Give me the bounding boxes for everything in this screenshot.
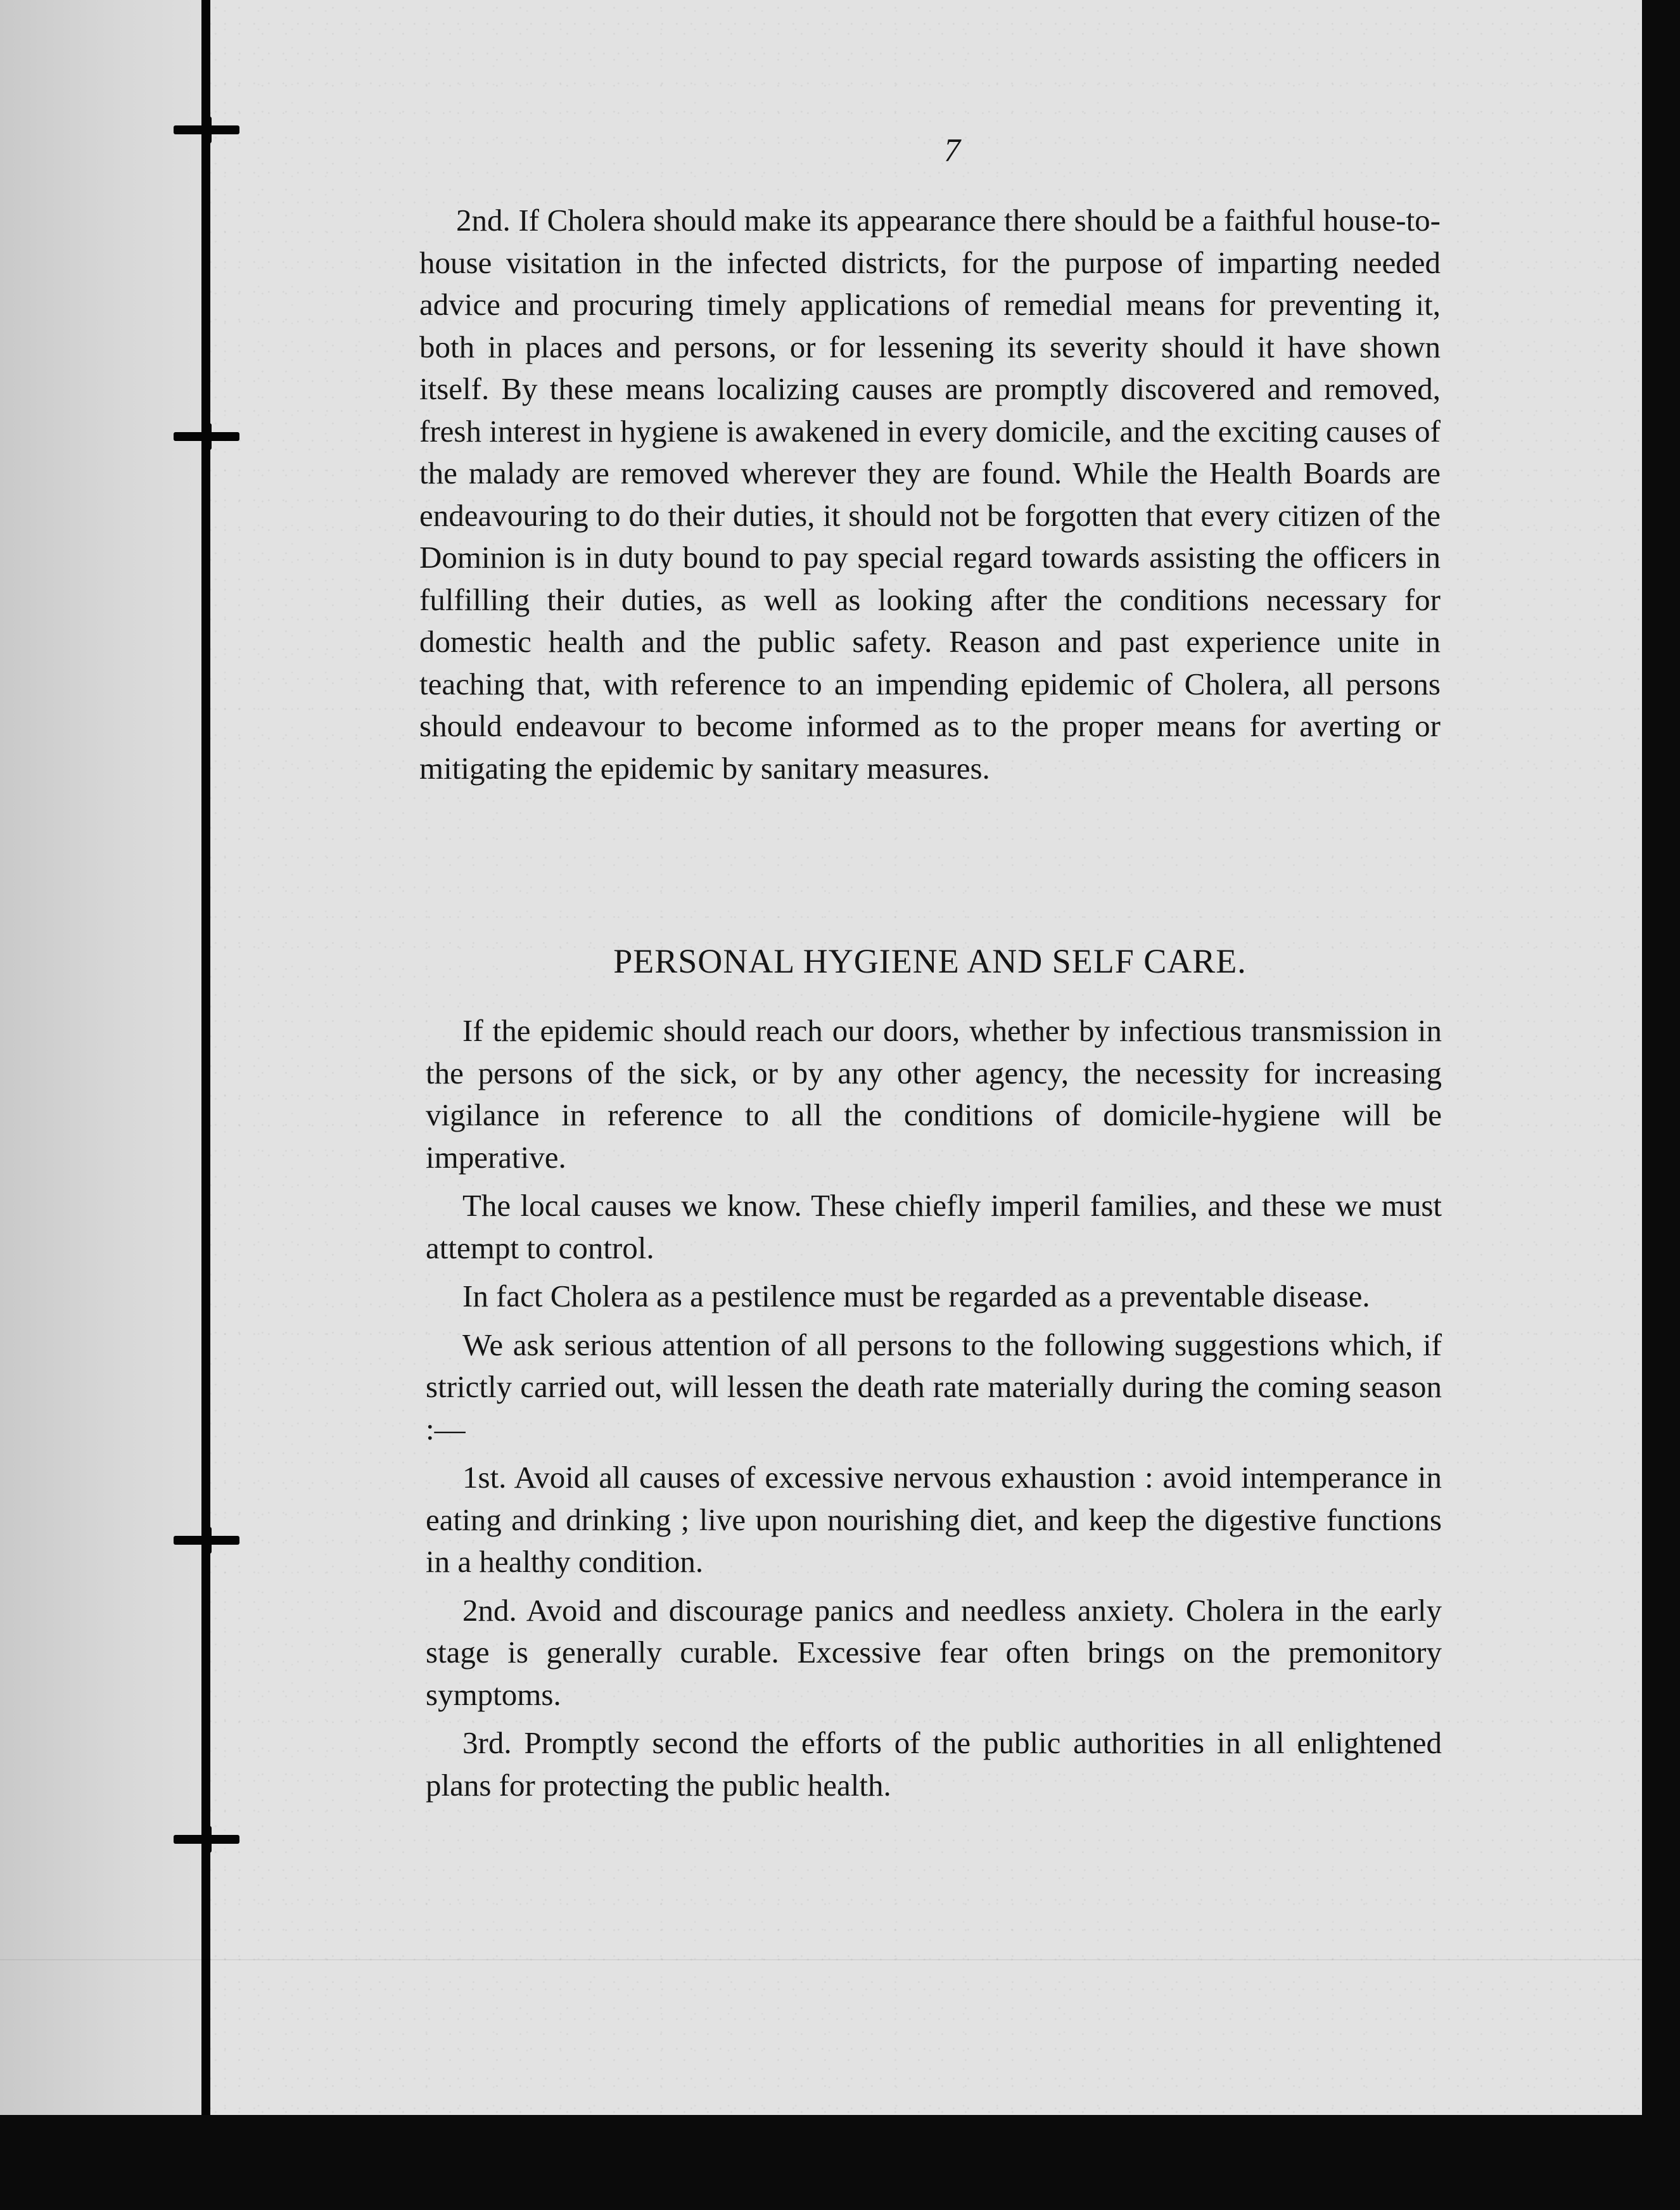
scan-border [1642,0,1680,2210]
paragraph: In fact Cholera as a pestilence must be regarded as a preventable disease. [462,1279,1370,1313]
intro-paragraph: 2nd. If Cholera should make its appearance there should be a faithful house-to-house visitation in the infected districts, for the purpose of imparting needed advice and procuring timely applications of remedial means for preventing it, both in places and persons, or for lessening its severity should it have shown itself. By these means localizing causes are promptly discovered and removed, fresh interest in hygiene is awakened in every domicile, and the exciting causes of the malady are removed wherever they are found. While the Health Boards are endeavouring to do their duties, it should not be forgotten that every citizen of the Dominion is in duty bound to pay special regard towards assisting the officers in fulfilling their duties, as well as looking after the conditions necessary for domestic health and the public safety. Reason and past experience unite in teaching that, with reference to an impending epidemic of Cholera, all persons should endeavour to become informed as to the proper means for averting or mitigating the epidemic by sanitary measures. [419,203,1441,786]
page-number: 7 [944,132,960,169]
suggestion-item: 2nd. Avoid and discourage panics and needless anxiety. Cholera in the early stage is generally curable. Excessive fear often brings on the premonitory symptoms. [426,1592,1442,1712]
page-gutter [0,0,209,2115]
binding-thread [201,0,210,2115]
binding-stitch [174,1536,239,1545]
suggestion-item: 1st. Avoid all causes of excessive nervous exhaustion : avoid intemperance in eating and drinking ; live upon nourishing diet, and keep the digestive functions in a healthy condition. [426,1460,1442,1579]
binding-stitch [174,125,239,134]
section-heading: PERSONAL HYGIENE AND SELF CARE. [613,942,1247,980]
suggestion-item: 3rd. Promptly second the efforts of the public authorities in all enlightened plans for protecting the public health. [426,1725,1442,1803]
binding-stitch [174,432,239,441]
binding-stitch [174,1835,239,1844]
paragraph: The local causes we know. These chiefly imperil families, and these we must attempt to control. [426,1188,1442,1265]
section-body [426,1010,1442,1813]
paragraph: If the epidemic should reach our doors, whether by infectious transmission in the persons of the sick, or by any other agency, the necessity for increasing vigilance in reference to all the conditions of domicile-hygiene will be imperative. [426,1013,1442,1175]
paragraph: We ask serious attention of all persons to the following suggestions which, if strictly carried out, will lessen the death rate materially during the coming season :— [426,1327,1442,1447]
scan-line [0,1959,1642,1960]
